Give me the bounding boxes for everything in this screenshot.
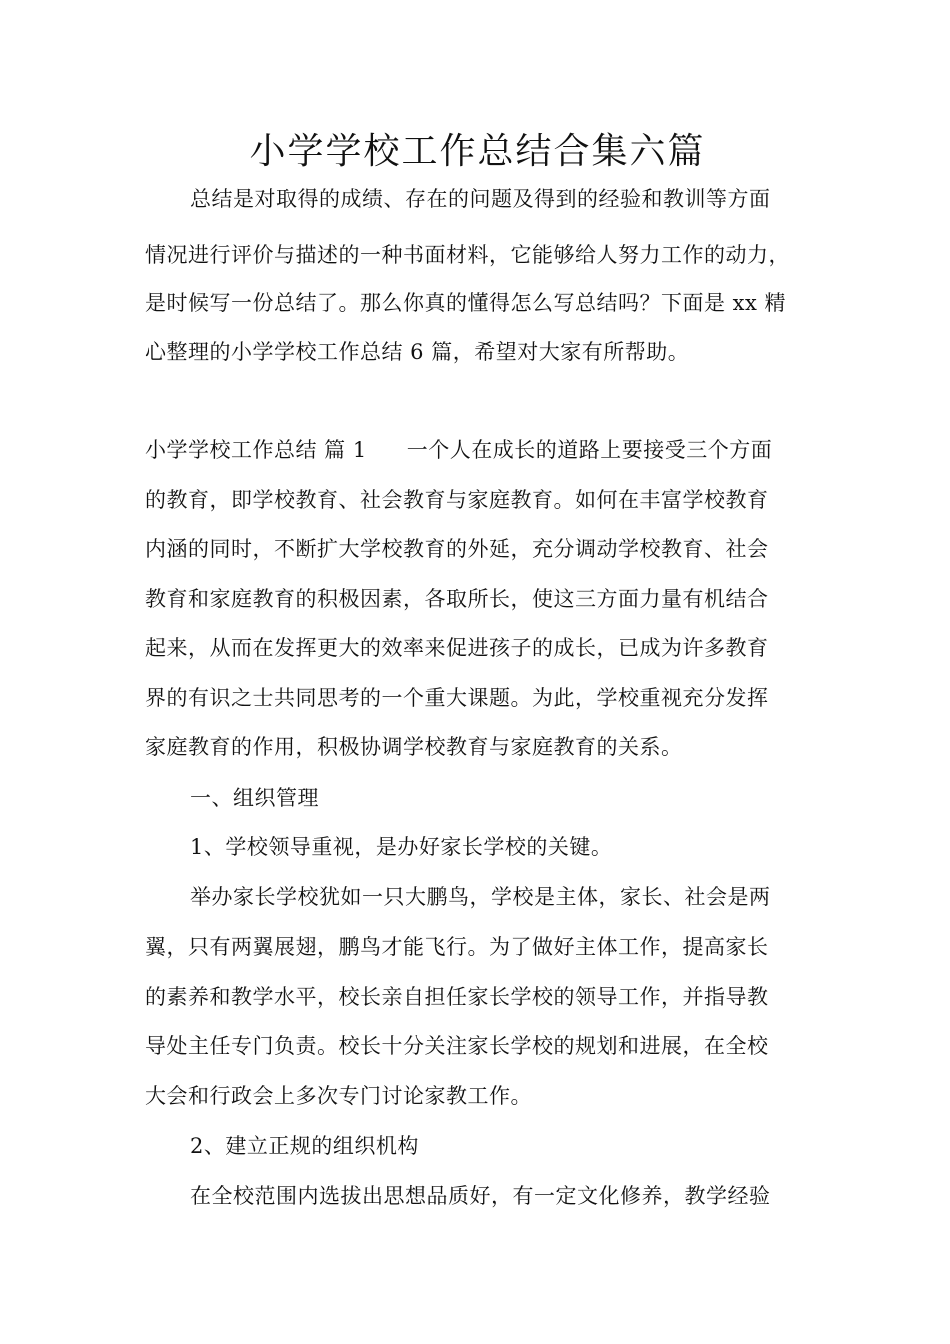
paragraph-line: 内涵的同时，不断扩大学校教育的外延，充分调动学校教育、社会 xyxy=(145,537,769,561)
paragraph-line: 的教育，即学校教育、社会教育与家庭教育。如何在丰富学校教育 xyxy=(145,488,769,512)
paragraph-line: 在全校范围内选拔出思想品质好，有一定文化修养，教学经验 xyxy=(190,1184,771,1208)
paragraph-line: 教育和家庭教育的积极因素，各取所长，使这三方面力量有机结合 xyxy=(145,587,769,611)
intro-line: 总结是对取得的成绩、存在的问题及得到的经验和教训等方面 xyxy=(190,187,771,211)
paragraph-line: 翼，只有两翼展翅，鹏鸟才能飞行。为了做好主体工作，提高家长 xyxy=(145,935,769,959)
document-title: 小学学校工作总结合集六篇 xyxy=(249,131,706,172)
intro-line: 心整理的小学学校工作总结 6 篇，希望对大家有所帮助。 xyxy=(145,340,690,364)
list-item: 1、学校领导重视，是办好家长学校的关键。 xyxy=(190,835,613,859)
list-item: 2、建立正规的组织机构 xyxy=(190,1134,419,1158)
intro-line: 是时候写一份总结了。那么你真的懂得怎么写总结吗？下面是 xx 精 xyxy=(145,291,787,315)
paragraph-line: 导处主任专门负责。校长十分关注家长学校的规划和进展，在全校 xyxy=(145,1034,769,1058)
section-heading: 小学学校工作总结 篇 1 xyxy=(145,438,367,462)
section-heading-line xyxy=(145,435,810,465)
paragraph-line: 家庭教育的作用，积极协调学校教育与家庭教育的关系。 xyxy=(145,735,683,759)
subheading: 一、组织管理 xyxy=(190,786,319,810)
paragraph-line: 起来，从而在发挥更大的效率来促进孩子的成长，已成为许多教育 xyxy=(145,636,769,660)
paragraph-line: 的素养和教学水平，校长亲自担任家长学校的领导工作，并指导教 xyxy=(145,985,769,1009)
paragraph-line: 举办家长学校犹如一只大鹏鸟，学校是主体，家长、社会是两 xyxy=(190,885,771,909)
paragraph-line: 大会和行政会上多次专门讨论家教工作。 xyxy=(145,1084,532,1108)
paragraph-line: 界的有识之士共同思考的一个重大课题。为此，学校重视充分发挥 xyxy=(145,686,769,710)
intro-line: 情况进行评价与描述的一种书面材料，它能够给人努力工作的动力， xyxy=(145,243,790,267)
paragraph-text: 一个人在成长的道路上要接受三个方面 xyxy=(406,438,773,462)
